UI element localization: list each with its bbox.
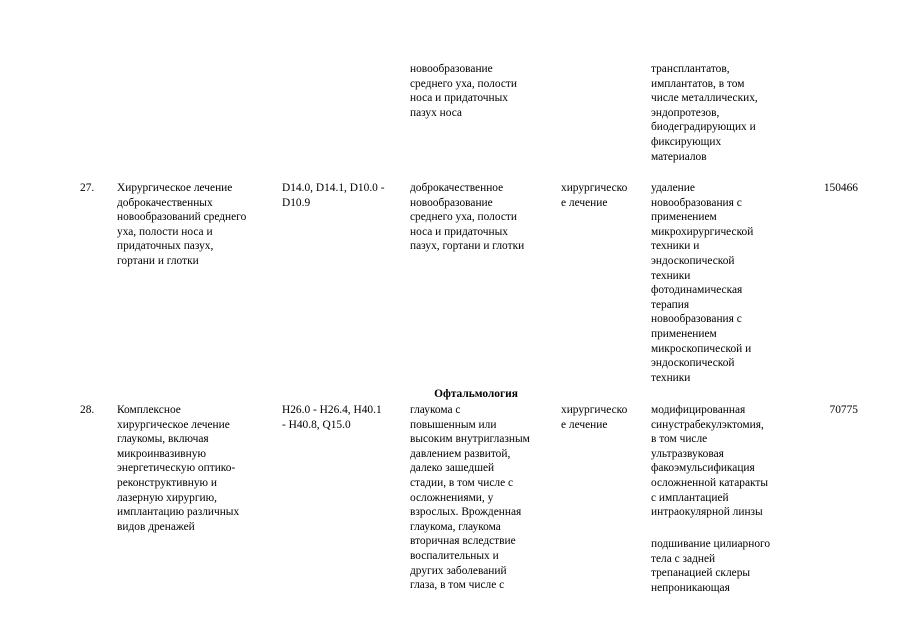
row-27-method: удаление новообразования с применением микрохирургической техники и эндоскопической техники фотодинамическая терапия новообразования с применением микроскопической и эндоскопической техники bbox=[651, 182, 754, 384]
section-title: Офтальмология bbox=[434, 388, 518, 400]
row-28-codes: H26.0 - H26.4, H40.1 - H40.8, Q15.0 bbox=[282, 404, 382, 431]
continuation-disease: новообразование среднего уха, полости носа и придаточных пазух носа bbox=[410, 63, 517, 119]
row-27-name: Хирургическое лечение доброкачественных новообразований среднего уха, полости носа и придаточных пазух, гортани и глотки bbox=[117, 182, 247, 267]
row-27-amount: 150466 bbox=[823, 182, 858, 194]
row-27-number: 27. bbox=[80, 182, 95, 194]
row-28-name: Комплексное хирургическое лечение глаукомы, включая микроинвазивную энергетическую оптико- реконструктивную и лазерную хирургию, имплантацию различных видов дренажей bbox=[117, 404, 240, 533]
row-28-amount: 70775 bbox=[829, 404, 858, 416]
row-28-method-extra: подшивание цилиарного тела с задней трепанацией склеры непроникающая bbox=[651, 538, 771, 594]
continuation-method: трансплантатов, имплантатов, в том числе металлических, эндопротезов, биодеградирующих и фиксирующих материалов bbox=[651, 63, 758, 163]
row-28-disease: глаукома с повышенным или высоким внутриглазным давлением развитой, далеко зашедшей стадии, в том числе с осложнениями, у взрослых. Врожденная глаукома, глаукома вторичная вследствие воспалительных и других заболеваний глаза, в том числе с bbox=[410, 404, 530, 592]
row-27-treatment-type: хирургическо е лечение bbox=[561, 182, 628, 209]
row-27-disease: доброкачественное новообразование среднего уха, полости носа и придаточных пазух, гортани и глотки bbox=[410, 182, 525, 253]
row-28-treatment-type: хирургическо е лечение bbox=[561, 404, 628, 431]
row-27-codes: D14.0, D14.1, D10.0 - D10.9 bbox=[282, 182, 385, 209]
row-28-method: модифицированная синустрабекулэктомия, в том числе ультразвуковая факоэмульсификация осложненной катаракты с имплантацией интраокулярной линзы bbox=[651, 404, 769, 519]
row-28-number: 28. bbox=[80, 404, 95, 416]
